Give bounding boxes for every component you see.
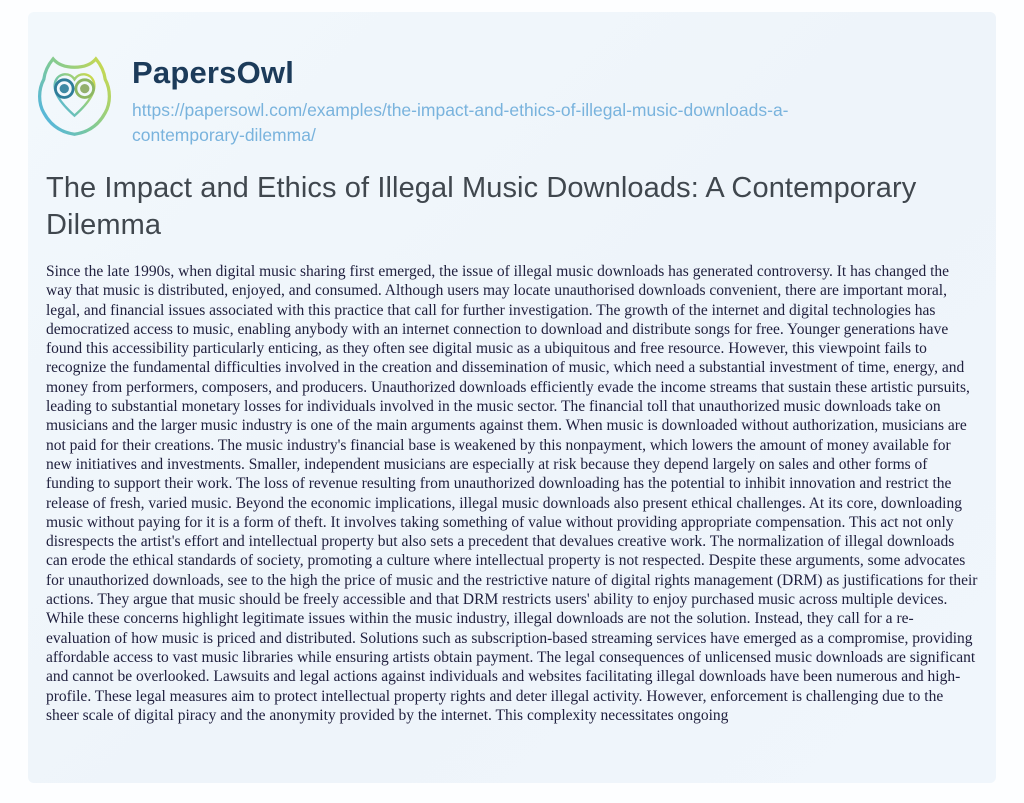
article-body-text: Since the late 1990s, when digital music sharing first emerged, the issue of illegal music downloads has generated controversy. It has changed the way that music is distributed, enjoyed, and consumed. Although users may locate unauthorised downloads convenient, there are important moral, legal, and financial issues associated with this practice that call for further investigation. The growth of the internet and digital technologies has democratized access to music, enabling anybody with an internet connection to download and distribute songs for free. Younger generations have found this accessibility particularly enticing, as they often see digital music as a ubiquitous and free resource. However, this viewpoint fails to recognize the fundamental difficulties involved in the creation and dissemination of music, which need a substantial investment of time, energy, and money from performers, composers, and producers. Unauthorized downloads efficiently evade the income streams that sustain these artistic pursuits, leading to substantial monetary losses for individuals involved in the music sector. The financial toll that unauthorized music downloads take on musicians and the larger music industry is one of the main arguments against them. When music is downloaded without authorization, musicians are not paid for their creations. The music industry's financial base is weakened by this nonpayment, which lowers the amount of money available for new initiatives and investments. Smaller, independent musicians are especially at risk because they depend largely on sales and other forms of funding to support their work. The loss of revenue resulting from unauthorized downloading has the potential to inhibit innovation and restrict the release of fresh, varied music. Beyond the economic implications, illegal music downloads also present ethical challenges. At its core, downloading music without paying for it is a form of theft. It involves taking something of value without providing appropriate compensation. This act not only disrespects the artist's effort and intellectual property but also sets a precedent that devalues creative work. The normalization of illegal downloads can erode the ethical standards of society, promoting a culture where intellectual property is not respected. Despite these arguments, some advocates for unauthorized downloads, see to the high the price of music and the restrictive nature of digital rights management (DRM) as justifications for their actions. They argue that music should be freely accessible and that DRM restricts users' ability to enjoy purchased music across multiple devices. While these concerns highlight legitimate issues within the music industry, illegal downloads are not the solution. Instead, they call for a re-evaluation of how music is priced and distributed. Solutions such as subscription-based streaming services have emerged as a compromise, providing affordable access to vast music libraries while ensuring artists obtain payment. The legal consequences of unlicensed music downloads are significant and cannot be overlooked. Lawsuits and legal actions against individuals and websites facilitating illegal downloads have been numerous and high-profile. These legal measures aim to protect intellectual property rights and deter illegal activity. However, enforcement is challenging due to the sheer scale of digital piracy and the anonymity provided by the internet. This complexity necessitates ongoing (46, 263, 978, 724)
papersowl-logo[interactable] (28, 46, 121, 148)
owl-icon (28, 46, 121, 148)
site-header (28, 46, 832, 148)
source-url-link[interactable]: https://papersowl.com/examples/the-impact-and-ethics-of-illegal-music-downloads-a-contemporary-dilemma/ (132, 100, 789, 146)
brand-block (132, 46, 832, 148)
brand-name: PapersOwl (132, 55, 295, 90)
article-title: The Impact and Ethics of Illegal Music Downloads: A Contemporary Dilemma (46, 172, 917, 241)
article (46, 170, 978, 725)
